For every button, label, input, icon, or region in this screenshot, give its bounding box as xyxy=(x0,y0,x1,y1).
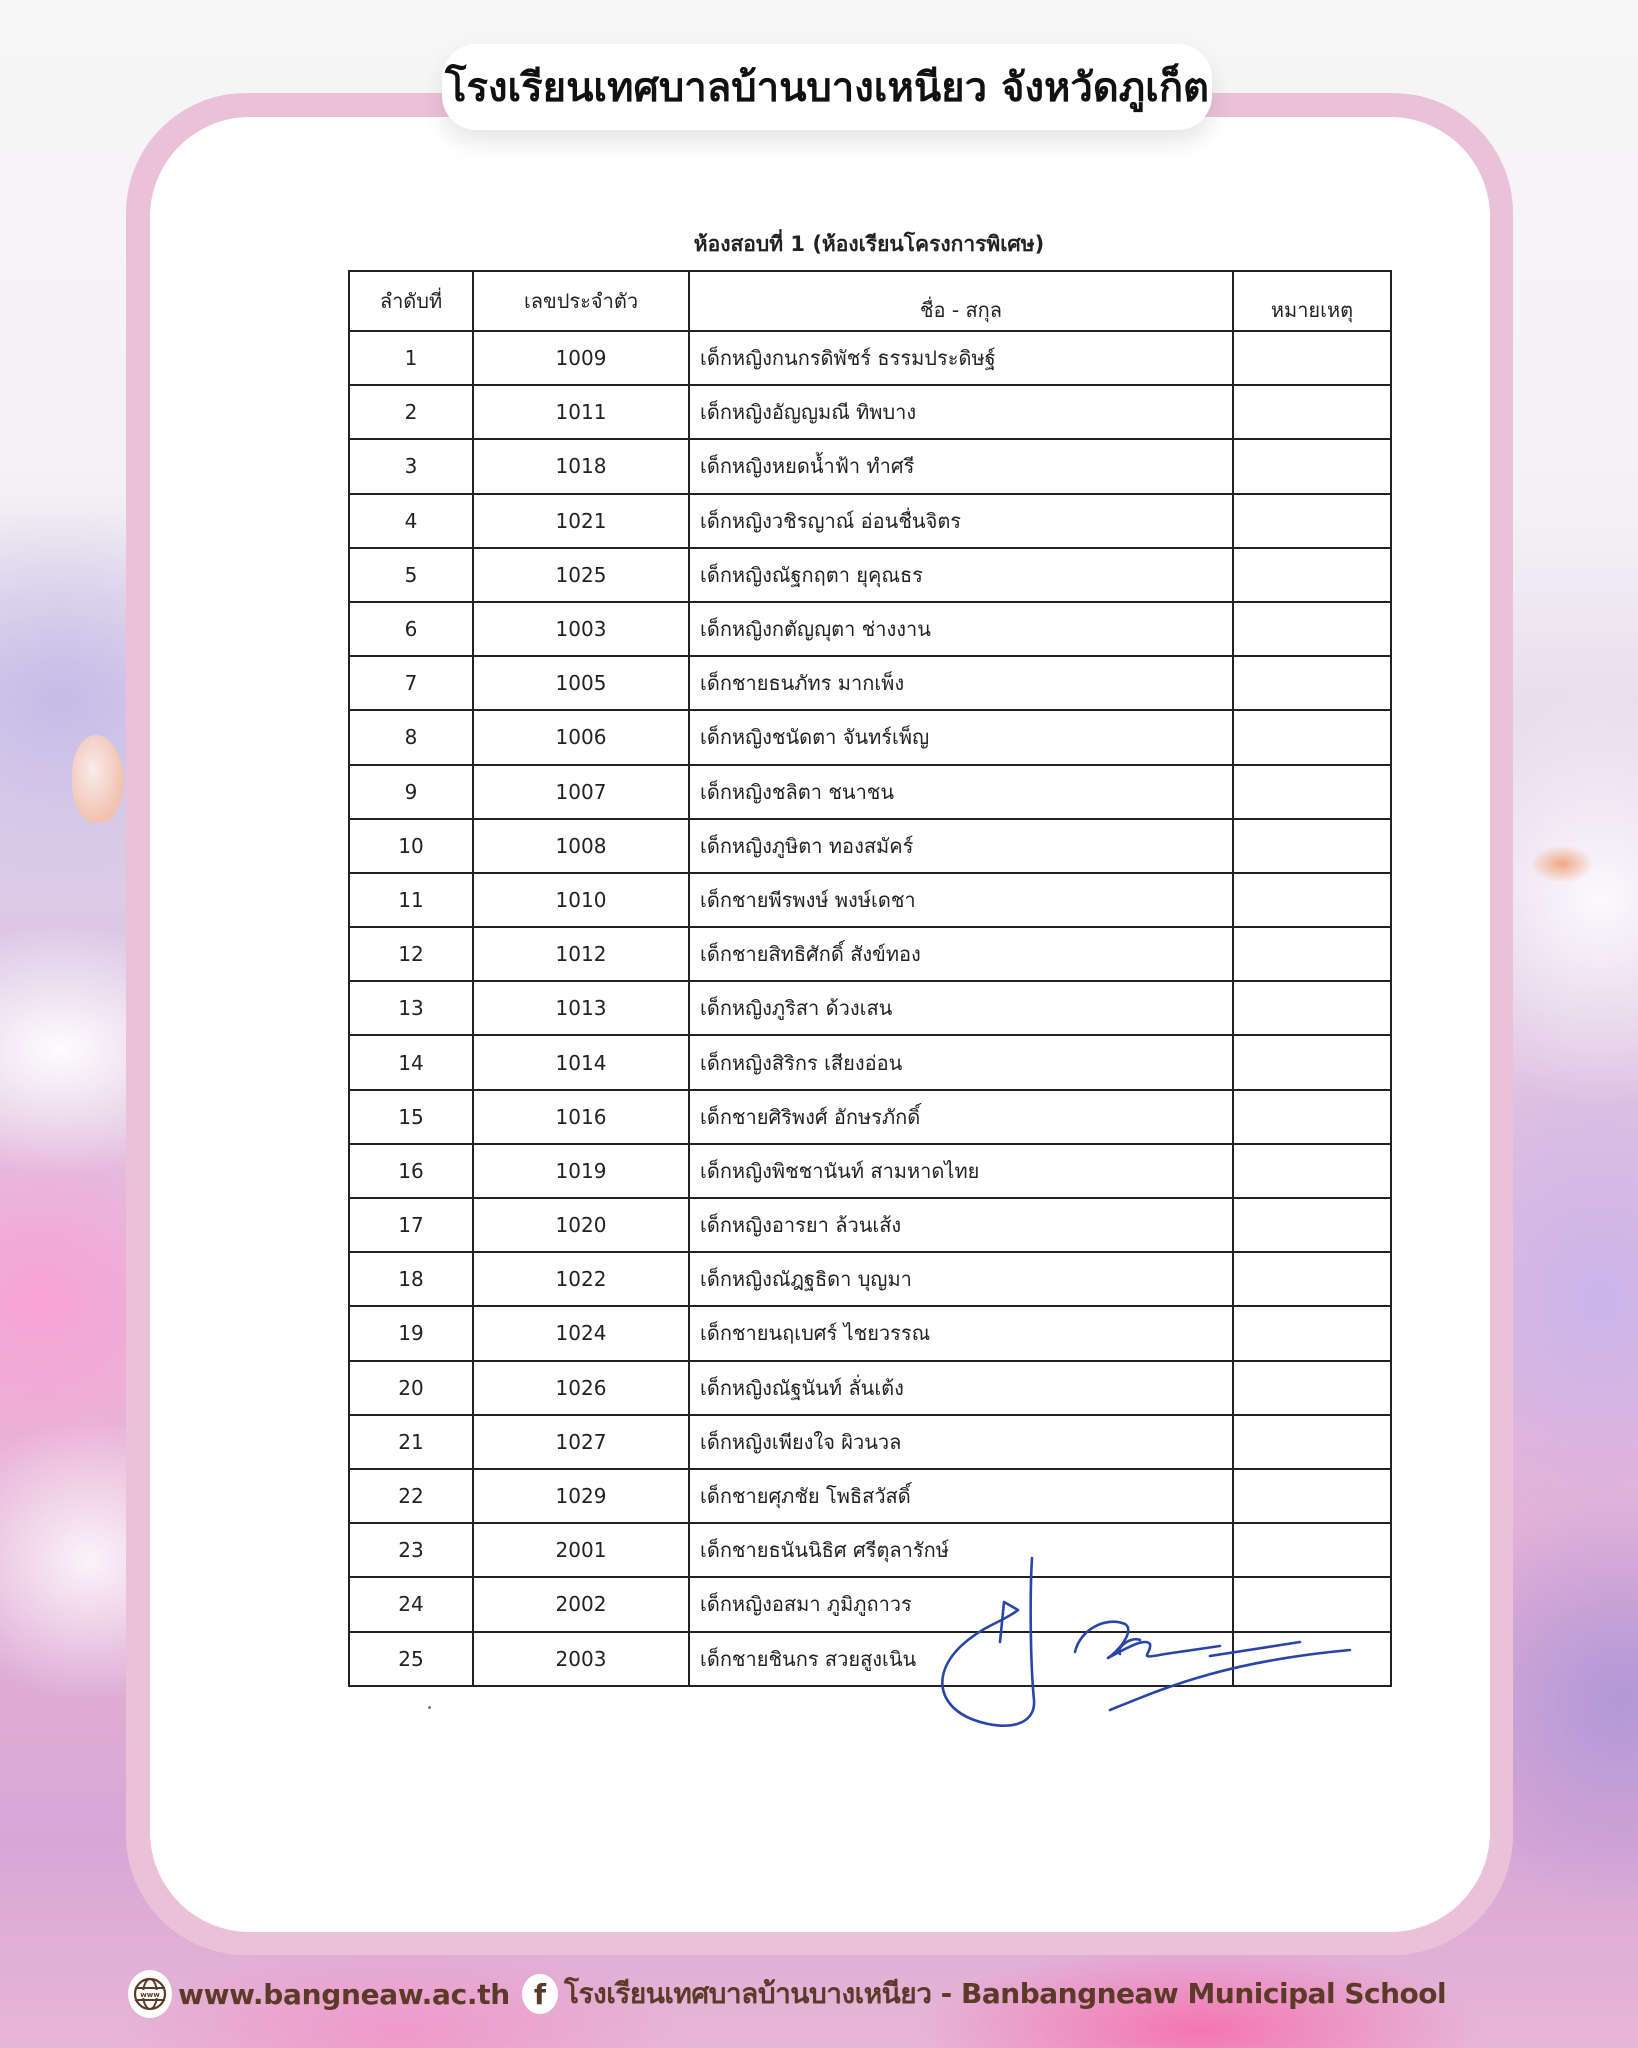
row-student-id: 1022 xyxy=(473,1252,689,1306)
row-note xyxy=(1233,656,1391,710)
table-row xyxy=(349,1469,1391,1523)
row-note xyxy=(1233,494,1391,548)
row-order: 14 xyxy=(349,1035,473,1089)
table-row xyxy=(349,385,1391,439)
table-body xyxy=(349,331,1391,1686)
student-table xyxy=(348,270,1392,1687)
table-row xyxy=(349,1252,1391,1306)
row-student-id: 1009 xyxy=(473,331,689,385)
row-student-id: 1025 xyxy=(473,548,689,602)
row-student-name: เด็กหญิงกตัญญุตา ช่างงาน xyxy=(689,602,1233,656)
row-note xyxy=(1233,1361,1391,1415)
row-student-id: 1018 xyxy=(473,439,689,493)
footer xyxy=(128,1966,1446,2022)
row-student-id: 1021 xyxy=(473,494,689,548)
facebook-page-link[interactable]: โรงเรียนเทศบาลบ้านบางเหนียว - Banbangneaw Municipal School xyxy=(563,1977,1447,2010)
row-order: 7 xyxy=(349,656,473,710)
row-note xyxy=(1233,765,1391,819)
row-note xyxy=(1233,1415,1391,1469)
row-note xyxy=(1233,927,1391,981)
row-student-name: เด็กหญิงอสมา ภูมิภูถาวร xyxy=(689,1577,1233,1631)
row-student-id: 1019 xyxy=(473,1144,689,1198)
row-order: 16 xyxy=(349,1144,473,1198)
row-order: 3 xyxy=(349,439,473,493)
row-student-name: เด็กชายศุภชัย โพธิสวัสดิ์ xyxy=(689,1469,1233,1523)
row-student-id: 2002 xyxy=(473,1577,689,1631)
row-order: 4 xyxy=(349,494,473,548)
row-order: 9 xyxy=(349,765,473,819)
row-student-id: 1006 xyxy=(473,710,689,764)
table-header-row xyxy=(349,271,1391,331)
row-student-id: 2001 xyxy=(473,1523,689,1577)
butterfly-decoration xyxy=(72,735,124,823)
row-note xyxy=(1233,385,1391,439)
row-student-name: เด็กหญิงชลิตา ชนาชน xyxy=(689,765,1233,819)
row-student-id: 1011 xyxy=(473,385,689,439)
table-row xyxy=(349,439,1391,493)
row-order: 13 xyxy=(349,981,473,1035)
table-row xyxy=(349,710,1391,764)
row-student-name: เด็กชายพีรพงษ์ พงษ์เดชา xyxy=(689,873,1233,927)
row-student-name: เด็กหญิงหยดน้ำฟ้า ทำศรี xyxy=(689,439,1233,493)
row-note xyxy=(1233,1090,1391,1144)
row-note xyxy=(1233,548,1391,602)
exam-room-caption: ห้องสอบที่ 1 (ห้องเรียนโครงการพิเศษ) xyxy=(693,232,1045,256)
table-row xyxy=(349,602,1391,656)
row-student-name: เด็กหญิงณัฐกฤตา ยุคุณธร xyxy=(689,548,1233,602)
row-student-name: เด็กชายสิทธิศักดิ์ สังข์ทอง xyxy=(689,927,1233,981)
row-order: 11 xyxy=(349,873,473,927)
table-row xyxy=(349,1632,1391,1686)
row-student-name: เด็กชายธนภัทร มากเพ็ง xyxy=(689,656,1233,710)
row-order: 24 xyxy=(349,1577,473,1631)
row-order: 23 xyxy=(349,1523,473,1577)
globe-icon xyxy=(128,1970,172,2018)
table-row xyxy=(349,1577,1391,1631)
table-row xyxy=(349,927,1391,981)
row-student-name: เด็กชายชินกร สวยสูงเนิน xyxy=(689,1632,1233,1686)
row-student-name: เด็กชายธนันนิธิศ ศรีตุลารักษ์ xyxy=(689,1523,1233,1577)
row-student-id: 1016 xyxy=(473,1090,689,1144)
row-student-id: 2003 xyxy=(473,1632,689,1686)
table-row xyxy=(349,1035,1391,1089)
title-banner xyxy=(442,44,1212,130)
row-note xyxy=(1233,602,1391,656)
table-row xyxy=(349,1090,1391,1144)
table-row xyxy=(349,1361,1391,1415)
row-student-name: เด็กหญิงภูษิตา ทองสมัคร์ xyxy=(689,819,1233,873)
row-note xyxy=(1233,1469,1391,1523)
svg-text:www: www xyxy=(140,1991,160,1999)
row-note xyxy=(1233,710,1391,764)
row-order: 20 xyxy=(349,1361,473,1415)
row-note xyxy=(1233,981,1391,1035)
row-student-id: 1027 xyxy=(473,1415,689,1469)
row-student-id: 1005 xyxy=(473,656,689,710)
row-note xyxy=(1233,439,1391,493)
row-note xyxy=(1233,819,1391,873)
row-order: 21 xyxy=(349,1415,473,1469)
row-student-name: เด็กหญิงวชิรญาณ์ อ่อนชื่นจิตร xyxy=(689,494,1233,548)
table-row xyxy=(349,819,1391,873)
row-order: 1 xyxy=(349,331,473,385)
row-order: 6 xyxy=(349,602,473,656)
row-student-id: 1029 xyxy=(473,1469,689,1523)
table-row xyxy=(349,1144,1391,1198)
row-note xyxy=(1233,1144,1391,1198)
table-row xyxy=(349,1523,1391,1577)
row-student-name: เด็กหญิงภูริสา ด้วงเสน xyxy=(689,981,1233,1035)
row-order: 22 xyxy=(349,1469,473,1523)
row-student-id: 1007 xyxy=(473,765,689,819)
row-student-id: 1014 xyxy=(473,1035,689,1089)
table-row xyxy=(349,548,1391,602)
table-row xyxy=(349,1198,1391,1252)
table-row xyxy=(349,331,1391,385)
row-order: 8 xyxy=(349,710,473,764)
row-student-name: เด็กหญิงเพียงใจ ผิวนวล xyxy=(689,1415,1233,1469)
row-note xyxy=(1233,1632,1391,1686)
row-student-name: เด็กหญิงพิชชานันท์ สามหาดไทย xyxy=(689,1144,1233,1198)
table-row xyxy=(349,981,1391,1035)
column-header-note: หมายเหตุ xyxy=(1233,271,1391,331)
row-note xyxy=(1233,1306,1391,1360)
facebook-icon: f xyxy=(522,1974,558,2014)
row-student-name: เด็กหญิงกนกรดิพัชร์ ธรรมประดิษฐ์ xyxy=(689,331,1233,385)
row-note xyxy=(1233,331,1391,385)
scan-speck xyxy=(428,1706,431,1709)
table-row xyxy=(349,656,1391,710)
row-note xyxy=(1233,1523,1391,1577)
column-header-name: ชื่อ - สกุล xyxy=(689,271,1233,331)
column-header-id: เลขประจำตัว xyxy=(473,271,689,331)
row-order: 2 xyxy=(349,385,473,439)
website-link[interactable]: www.bangneaw.ac.th xyxy=(178,1977,510,2011)
page-title: โรงเรียนเทศบาลบ้านบางเหนียว จังหวัดภูเก็ต xyxy=(444,65,1210,111)
row-student-name: เด็กหญิงอัญญมณี ทิพบาง xyxy=(689,385,1233,439)
row-order: 17 xyxy=(349,1198,473,1252)
row-student-id: 1010 xyxy=(473,873,689,927)
row-student-id: 1003 xyxy=(473,602,689,656)
row-student-name: เด็กชายศิริพงศ์ อักษรภักดิ์ xyxy=(689,1090,1233,1144)
table-row xyxy=(349,1306,1391,1360)
row-order: 10 xyxy=(349,819,473,873)
row-student-id: 1008 xyxy=(473,819,689,873)
row-student-id: 1026 xyxy=(473,1361,689,1415)
row-student-id: 1020 xyxy=(473,1198,689,1252)
row-student-name: เด็กชายนฤเบศร์ ไชยวรรณ xyxy=(689,1306,1233,1360)
row-note xyxy=(1233,873,1391,927)
row-order: 12 xyxy=(349,927,473,981)
row-order: 15 xyxy=(349,1090,473,1144)
table-row xyxy=(349,494,1391,548)
row-student-id: 1012 xyxy=(473,927,689,981)
row-note xyxy=(1233,1577,1391,1631)
column-header-order: ลำดับที่ xyxy=(349,271,473,331)
row-student-name: เด็กหญิงณัฎฐธิดา บุญมา xyxy=(689,1252,1233,1306)
row-student-name: เด็กหญิงอารยา ล้วนเส้ง xyxy=(689,1198,1233,1252)
row-order: 5 xyxy=(349,548,473,602)
row-student-id: 1013 xyxy=(473,981,689,1035)
butterfly-decoration xyxy=(1530,845,1594,883)
row-student-id: 1024 xyxy=(473,1306,689,1360)
row-note xyxy=(1233,1198,1391,1252)
table-row xyxy=(349,765,1391,819)
row-note xyxy=(1233,1035,1391,1089)
row-student-name: เด็กหญิงชนัดตา จันทร์เพ็ญ xyxy=(689,710,1233,764)
row-student-name: เด็กหญิงสิริกร เสียงอ่อน xyxy=(689,1035,1233,1089)
row-note xyxy=(1233,1252,1391,1306)
row-order: 18 xyxy=(349,1252,473,1306)
table-row xyxy=(349,873,1391,927)
row-order: 25 xyxy=(349,1632,473,1686)
table-row xyxy=(349,1415,1391,1469)
row-student-name: เด็กหญิงณัฐนันท์ ลั่นเต้ง xyxy=(689,1361,1233,1415)
row-order: 19 xyxy=(349,1306,473,1360)
